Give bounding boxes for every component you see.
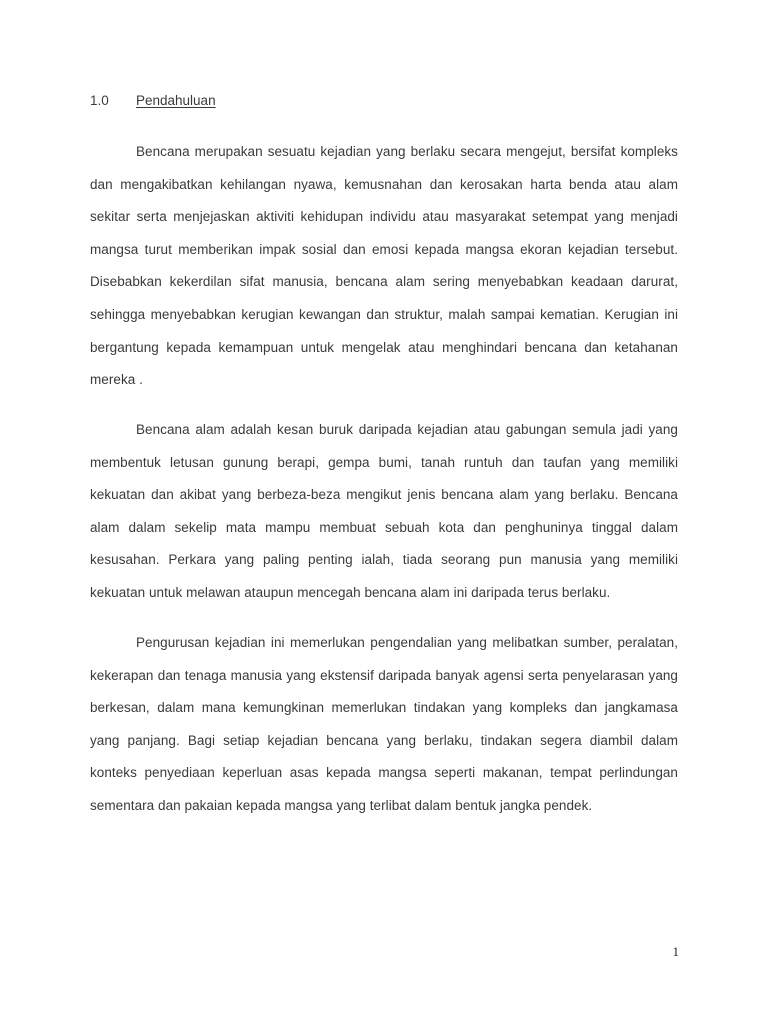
paragraph-1: Bencana merupakan sesuatu kejadian yang berlaku secara mengejut, bersifat kompleks dan mengakibatkan kehilangan nyawa, kemusnahan dan kerosakan harta benda atau alam sekitar serta menjejaskan aktiviti kehidupan individu atau masyarakat setempat yang menjadi mangsa turut memberikan impak sosial dan emosi kepada mangsa ekoran kejadian tersebut. Disebabkan kekerdilan sifat manusia, bencana alam sering menyebabkan keadaan darurat, sehingga menyebabkan kerugian kewangan dan struktur, malah sampai kematian. Kerugian ini bergantung kepada kemampuan untuk mengelak atau menghindari bencana dan ketahanan mereka . [90, 144, 678, 388]
section-heading [90, 92, 216, 110]
paragraph-3: Pengurusan kejadian ini memerlukan pengendalian yang melibatkan sumber, peralatan, kekerapan dan tenaga manusia yang ekstensif daripada banyak agensi serta penyelarasan yang berkesan, dalam mana kemungkinan memerlukan tindakan yang kompleks dan jangkamasa yang panjang. Bagi setiap kejadian bencana yang berlaku, tindakan segera diambil dalam konteks penyediaan keperluan asas kepada mangsa seperti makanan, tempat perlindungan sementara dan pakaian kepada mangsa yang terlibat dalam bentuk jangka pendek. [90, 635, 678, 813]
paragraph-2: Bencana alam adalah kesan buruk daripada kejadian atau gabungan semula jadi yang membentuk letusan gunung berapi, gempa bumi, tanah runtuh dan taufan yang memiliki kekuatan dan akibat yang berbeza-beza mengikut jenis bencana alam yang berlaku. Bencana alam dalam sekelip mata mampu membuat sebuah kota dan penghuninya tinggal dalam kesusahan. Perkara yang paling penting ialah, tiada seorang pun manusia yang memiliki kekuatan untuk melawan ataupun mencegah bencana alam ini daripada terus berlaku. [90, 422, 678, 600]
section-title: Pendahuluan [136, 93, 216, 108]
page-number: 1 [672, 944, 679, 959]
section-number: 1.0 [90, 93, 109, 108]
